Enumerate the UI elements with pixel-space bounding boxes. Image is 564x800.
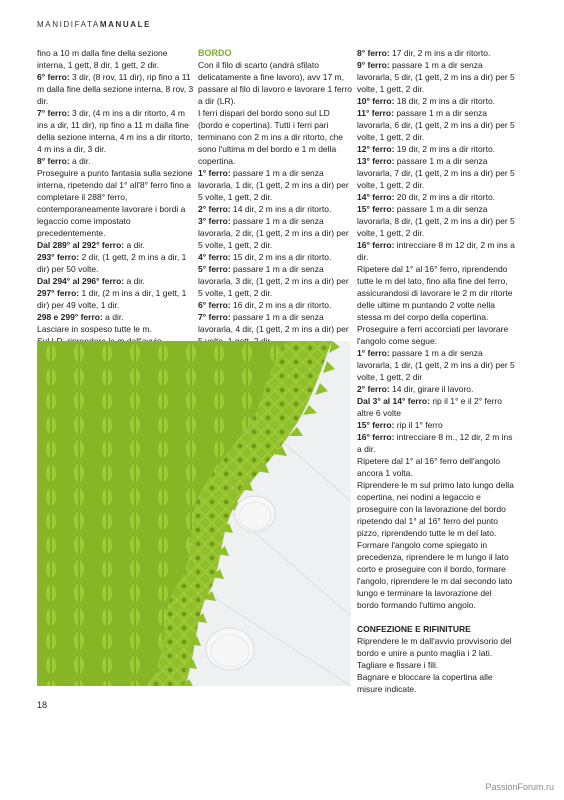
col1-row294: Dal 294° al 296° ferro: a dir. <box>37 276 145 286</box>
page-number: 18 <box>37 700 48 710</box>
col3-para7: Bagnare e bloccare la copertina alle misure indicate. <box>357 672 493 694</box>
col2-para1: Con il filo di scarto (andrà sfilato delicatamente a fine lavoro), avv 17 m, passare al filo di lavoro e lavorare 1 ferro a dir (LR). <box>198 60 353 106</box>
col1-para2: Lasciare in sospeso tutte le m. <box>37 324 152 334</box>
col1-row6: 6° ferro: 3 dir, (8 rov, 11 dir), rip fino a 11 m dalla fine della sezione interna, 8 rov, 3 dir. <box>37 72 194 106</box>
col3-para1: Ripetere dal 1° al 16° ferro, riprendendo tutte le m del lato, fino alla fine del ferro, assicurandosi di lavorare le 2 m dir ritorte delle ultime m puntando 2 volte nella stessa m del corpo della copertina. <box>357 264 513 322</box>
col2-row5: 5° ferro: passare 1 m a dir senza lavorarla, 3 dir, (1 gett, 2 m ins a dir) per 5 volte, 1 gett, 2 dir. <box>198 264 349 298</box>
col1-row298: 298 e 299° ferro: a dir. <box>37 312 124 322</box>
lace-shawl-photo <box>37 341 351 686</box>
col1-row293: 293° ferro: 2 dir, (1 gett, 2 m ins a dir, 1 dir) per 50 volte. <box>37 252 187 274</box>
col2-row6: 6° ferro: 16 dir, 2 m ins a dir ritorto. <box>198 300 332 310</box>
lace-shawl-illustration <box>37 341 351 686</box>
col3-row13: 13° ferro: passare 1 m a dir senza lavorarla, 7 dir, (1 gett, 2 m ins a dir) per 5 volte, 1 gett, 2 dir. <box>357 156 515 190</box>
col3-row9: 9° ferro: passare 1 m a dir senza lavorarla, 5 dir, (1 gett, 2 m ins a dir) per 5 volte, 1 gett, 2 dir. <box>357 60 515 94</box>
col3-angle-row2: 2° ferro: 14 dir, girare il lavoro. <box>357 384 474 394</box>
col3-angle-row1: 1° ferro: passare 1 m a dir senza lavorarla, 1 dir, (1 gett, 2 m ins a dir) per 5 volte, 1 gett, 2 dir <box>357 348 515 382</box>
col3-row10: 10° ferro: 18 dir, 2 m ins a dir ritorto. <box>357 96 496 106</box>
col3-row8: 8° ferro: 17 dir, 2 m ins a dir ritorto. <box>357 48 491 58</box>
col3-row11: 11° ferro: passare 1 m a dir senza lavorarla, 6 dir, (1 gett, 2 m ins a dir) per 5 volte, 1 gett, 2 dir. <box>357 108 515 142</box>
section-title-confezione: CONFEZIONE E RIFINITURE <box>357 624 471 634</box>
col3-row15: 15° ferro: passare 1 m a dir senza lavorarla, 8 dir, (1 gett, 2 m ins a dir) per 5 volte, 1 gett, 2 dir. <box>357 204 515 238</box>
col3-para5: Formare l'angolo come spiegato in precedenza, riprendere le m lungo il lato corto e proseguire con il bordo, formare l'angolo, riprendere le m dal secondo lato lungo e terminare la lavorazione del bordo formando l'ultimo angolo. <box>357 540 513 610</box>
col2-para2: I ferri dispari del bordo sono sul LD (bordo e copertina). Tutti i ferri pari terminano con 2 m ins a dir ritorto, che sono l'ultima m del bordo e 1 m della copertina. <box>198 108 344 166</box>
col3-angle-row15: 15° ferro: rip il 1° ferro <box>357 420 443 430</box>
col3-row12: 12° ferro: 19 dir, 2 m ins a dir ritorto. <box>357 144 496 154</box>
col2-row1: 1° ferro: passare 1 m a dir senza lavorarla, 1 dir, (1 gett, 2 m ins a dir) per 5 volte, 1 gett, 2 dir. <box>198 168 349 202</box>
col3-angle-row3: Dal 3° al 14° ferro: rip il 1° e il 2° ferro altre 6 volte <box>357 396 502 418</box>
col1-row8: 8° ferro: a dir. <box>37 156 91 166</box>
column-1 <box>37 47 195 359</box>
col3-para6: Riprendere le m dall'avvio provvisorio del bordo e unire a punto maglia i 2 lati. Tagliare e fissare i fili. <box>357 636 512 670</box>
running-header <box>37 20 151 29</box>
column-3 <box>357 47 515 695</box>
col3-row14: 14° ferro: 20 dir, 2 m ins a dir ritorto. <box>357 192 496 202</box>
watermark: PassionForum.ru <box>485 782 554 792</box>
white-button-1 <box>235 496 275 532</box>
column-2 <box>198 47 353 347</box>
col1-row7: 7° ferro: 3 dir, (4 m ins a dir ritorto, 4 m ins a dir, 11 dir), rip fino a 11 m dalla fine della sezione interna, 4 m ins a dir ritorto, 4 m ins a dir, 3 dir. <box>37 108 193 154</box>
header-brand: MANIDIFATA <box>37 20 100 29</box>
col1-row297: 297° ferro: 1 dir, (2 m ins a dir, 1 gett, 1 dir) per 49 volte, 1 dir. <box>37 288 187 310</box>
col3-row16: 16° ferro: intrecciare 8 m 12 dir, 2 m ins a dir. <box>357 240 515 262</box>
header-section: MANUALE <box>99 20 152 29</box>
col2-row4: 4° ferro: 15 dir, 2 m ins a dir ritorto. <box>198 252 332 262</box>
col3-angle-row16: 16° ferro: intrecciare 8 m., 12 dir, 2 m ins a dir. <box>357 432 513 454</box>
col3-para3: Ripetere dal 1° al 16° ferro dell'angolo ancora 1 volta. <box>357 456 501 478</box>
col3-para4: Riprendere le m sul primo lato lungo della copertina, nei nodini a legaccio e proseguire con la lavorazione del bordo ripetendo dal 1° al 16° ferro del punto pizzo, riprendendo tutte le m del lato. <box>357 480 514 538</box>
col1-para1: Proseguire a punto fantasia sulla sezione interna, ripetendo dal 1° all'8° ferro fino a completare il 288° ferro, contemporaneamente lavorare i bordi a legaccio come impostato precedentemente. <box>37 168 193 238</box>
col2-row3: 3° ferro: passare 1 m a dir senza lavorarla, 2 dir, (1 gett, 2 m ins a dir) per 5 volte, 1 gett, 2 dir. <box>198 216 349 250</box>
col3-para2: Proseguire a ferri accorciati per lavorare l'angolo come segue: <box>357 324 509 346</box>
section-title-bordo: BORDO <box>198 48 232 58</box>
col2-row2: 2° ferro: 14 dir, 2 m ins a dir ritorto. <box>198 204 332 214</box>
col2-row7: 7° ferro: passare 1 m a dir senza lavorarla, 4 dir, (1 gett, 2 m ins a dir) per <box>198 312 349 334</box>
col1-intro: fino a 10 m dalla fine della sezione interna, 1 gett, 8 dir, 1 gett, 2 dir. <box>37 48 168 70</box>
col1-row289: Dal 289° al 292° ferro: a dir. <box>37 240 145 250</box>
white-button-2 <box>206 628 254 670</box>
